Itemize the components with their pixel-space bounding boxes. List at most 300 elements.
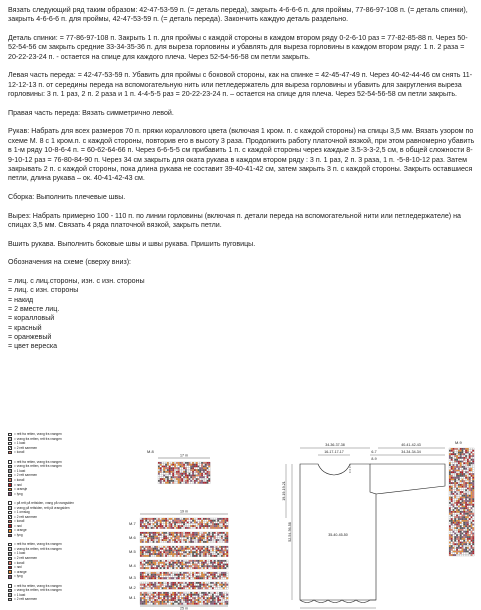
chart-cell bbox=[203, 518, 205, 520]
chart-cell bbox=[462, 450, 464, 452]
chart-cell bbox=[465, 533, 467, 535]
chart-cell bbox=[199, 537, 201, 539]
chart-cell bbox=[456, 480, 458, 482]
chart-cell bbox=[216, 574, 218, 576]
chart-cell bbox=[180, 551, 182, 553]
chart-cell bbox=[196, 537, 198, 539]
chart-cell bbox=[460, 545, 462, 547]
chart-cell bbox=[453, 515, 455, 517]
chart-cell bbox=[199, 536, 201, 538]
chart-cell bbox=[142, 539, 144, 541]
chart-cell bbox=[180, 534, 182, 536]
chart-cell bbox=[205, 471, 207, 473]
chart-cell bbox=[158, 546, 160, 548]
chart-cell bbox=[205, 587, 207, 589]
chart-cell bbox=[210, 586, 212, 588]
chart-cell bbox=[178, 522, 180, 524]
chart-cell bbox=[226, 546, 228, 548]
chart-cell bbox=[162, 471, 164, 473]
chart-cell bbox=[453, 549, 455, 551]
chart-cell bbox=[151, 597, 153, 599]
chart-cell bbox=[169, 466, 171, 468]
chart-cell bbox=[467, 552, 469, 554]
chart-cell bbox=[149, 548, 151, 550]
chart-cell bbox=[198, 522, 200, 524]
chart-cell bbox=[163, 537, 165, 539]
chart-cell bbox=[187, 541, 189, 543]
chart-cell bbox=[145, 572, 147, 574]
chart-cell bbox=[154, 572, 156, 574]
chart-cell bbox=[472, 513, 474, 515]
chart-cell bbox=[210, 550, 212, 552]
chart-cell bbox=[458, 452, 460, 454]
chart-cell bbox=[174, 532, 176, 534]
chart-cell bbox=[169, 541, 171, 543]
chart-cell bbox=[154, 560, 156, 562]
chart-cell bbox=[156, 527, 158, 529]
chart-cell bbox=[454, 470, 456, 472]
chart-cell bbox=[162, 584, 164, 586]
chart-cell bbox=[469, 525, 471, 527]
chart-cell bbox=[225, 576, 227, 578]
chart-cell bbox=[142, 592, 144, 594]
chart-cell bbox=[198, 541, 200, 543]
chart-cell bbox=[181, 466, 183, 468]
chart-cell bbox=[162, 537, 164, 539]
chart-cell bbox=[212, 562, 214, 564]
chart-cell bbox=[216, 582, 218, 584]
chart-cell bbox=[453, 484, 455, 486]
chart-cell bbox=[167, 466, 169, 468]
chart-cell bbox=[203, 536, 205, 538]
chart-cell bbox=[465, 459, 467, 461]
chart-cell bbox=[467, 462, 469, 464]
chart-cell bbox=[189, 467, 191, 469]
chart-cell bbox=[453, 547, 455, 549]
chart-cell bbox=[469, 552, 471, 554]
chart-cell bbox=[199, 603, 201, 605]
chart-cell bbox=[183, 599, 185, 601]
chart-cell bbox=[207, 564, 209, 566]
chart-cell bbox=[140, 597, 142, 599]
paragraph-finishing: Вшить рукава. Выполнить боковые швы и швы рукава. Пришить пуговицы. bbox=[8, 239, 256, 248]
chart-cell bbox=[171, 586, 173, 588]
chart-cell bbox=[221, 553, 223, 555]
chart-cell bbox=[207, 523, 209, 525]
chart-cell bbox=[160, 587, 162, 589]
chart-cell bbox=[208, 537, 210, 539]
chart-cell bbox=[149, 525, 151, 527]
paragraph-back-piece: Деталь спинки: = 77-86-97-108 п. Закрыть 1 п. для проймы с каждой стороны в каждом втором ряду 0-2-6-10 раз = 77-82-85-88 п. Через 50-52-54-56 см закрыть средние 33-34-35-36 п. для выреза горловины и убавлять для выреза горловины в каждом втором ряду: 1 п. 2 раза = 20-22-23-24 п. - остается на спице для каждого плеча. Через 52-54-56-58 см петли закрыть. bbox=[8, 34, 468, 61]
chart-cell bbox=[181, 525, 183, 527]
chart-cell bbox=[454, 522, 456, 524]
chart-cell bbox=[458, 522, 460, 524]
chart-cell bbox=[180, 469, 182, 471]
chart-cell bbox=[454, 513, 456, 515]
chart-cell bbox=[203, 586, 205, 588]
chart-cell bbox=[160, 550, 162, 552]
chart-cell bbox=[217, 525, 219, 527]
chart-cell bbox=[208, 536, 210, 538]
chart-cell bbox=[469, 459, 471, 461]
chart-cell bbox=[181, 546, 183, 548]
chart-cell bbox=[149, 603, 151, 605]
chart-cell bbox=[194, 527, 196, 529]
chart-cell bbox=[454, 516, 456, 518]
chart-cell bbox=[217, 560, 219, 562]
chart-cell bbox=[471, 502, 473, 504]
chart-cell bbox=[467, 502, 469, 504]
chart-cell bbox=[469, 468, 471, 470]
chart-cell bbox=[140, 565, 142, 567]
chart-cell bbox=[203, 476, 205, 478]
chart-cell bbox=[221, 522, 223, 524]
chart-cell bbox=[463, 466, 465, 468]
chart-cell bbox=[460, 497, 462, 499]
chart-cell bbox=[203, 471, 205, 473]
chart-cell bbox=[162, 518, 164, 520]
chart-cell bbox=[160, 582, 162, 584]
chart-cell bbox=[451, 527, 453, 529]
chart-cell bbox=[181, 550, 183, 552]
chart-cell bbox=[187, 546, 189, 548]
chart-cell bbox=[472, 534, 474, 536]
chart-cell bbox=[226, 522, 228, 524]
chart-cell bbox=[194, 469, 196, 471]
chart-cell bbox=[458, 538, 460, 540]
chart-cell bbox=[449, 473, 451, 475]
legend-item: = лиц. с лиц.стороны, изн. с изн. стороны bbox=[8, 276, 145, 285]
chart-cell bbox=[196, 574, 198, 576]
symbol-legend-text: = 2 rett sammen bbox=[14, 514, 38, 519]
chart-cell bbox=[174, 577, 176, 579]
chart-cell bbox=[223, 603, 225, 605]
chart-cell bbox=[147, 537, 149, 539]
chart-cell bbox=[145, 562, 147, 564]
chart-cell bbox=[140, 553, 142, 555]
chart-cell bbox=[456, 511, 458, 513]
chart-cell bbox=[451, 504, 453, 506]
chart-cell bbox=[180, 582, 182, 584]
chart-cell bbox=[174, 587, 176, 589]
chart-cell bbox=[194, 565, 196, 567]
chart-cell bbox=[196, 586, 198, 588]
chart-cell bbox=[462, 502, 464, 504]
chart-cell bbox=[149, 537, 151, 539]
chart-cell bbox=[214, 525, 216, 527]
chart-cell bbox=[183, 537, 185, 539]
chart-cell bbox=[463, 457, 465, 459]
chart-cell bbox=[216, 525, 218, 527]
paragraph-right-front: Правая часть переда: Вязать симметрично левой. bbox=[8, 108, 174, 117]
chart-cell bbox=[160, 576, 162, 578]
chart-cell bbox=[225, 532, 227, 534]
chart-cell bbox=[216, 536, 218, 538]
chart-cell bbox=[154, 522, 156, 524]
chart-cell bbox=[169, 546, 171, 548]
chart-cell bbox=[153, 518, 155, 520]
chart-cell bbox=[147, 564, 149, 566]
chart-cell bbox=[458, 493, 460, 495]
chart-cell bbox=[181, 551, 183, 553]
chart-cell bbox=[196, 577, 198, 579]
chart-cell bbox=[171, 475, 173, 477]
chart-cell bbox=[453, 464, 455, 466]
chart-cell bbox=[187, 539, 189, 541]
chart-cell bbox=[189, 597, 191, 599]
chart-cell bbox=[144, 537, 146, 539]
chart-cell bbox=[467, 504, 469, 506]
chart-cell bbox=[471, 493, 473, 495]
chart-cell bbox=[456, 520, 458, 522]
chart-cell bbox=[167, 567, 169, 569]
chart-cell bbox=[467, 507, 469, 509]
chart-cell bbox=[194, 482, 196, 484]
chart-cell bbox=[192, 565, 194, 567]
chart-cell bbox=[207, 475, 209, 477]
chart-cell bbox=[449, 504, 451, 506]
measure-left-2: 19-19-19-21 bbox=[282, 481, 286, 501]
chart-cell bbox=[189, 476, 191, 478]
chart-cell bbox=[463, 506, 465, 508]
chart-cell bbox=[147, 582, 149, 584]
chart-cell bbox=[144, 594, 146, 596]
chart-cell bbox=[456, 518, 458, 520]
chart-cell bbox=[176, 473, 178, 475]
chart-cell bbox=[192, 594, 194, 596]
chart-cell bbox=[205, 525, 207, 527]
chart-cell bbox=[463, 502, 465, 504]
chart-cell bbox=[216, 541, 218, 543]
chart-cell bbox=[217, 594, 219, 596]
chart-cell bbox=[210, 597, 212, 599]
chart-cell bbox=[214, 594, 216, 596]
chart-m4 bbox=[140, 560, 228, 569]
chart-cell bbox=[160, 541, 162, 543]
chart-cell bbox=[180, 541, 182, 543]
chart-cell bbox=[472, 552, 474, 554]
chart-cell bbox=[212, 522, 214, 524]
chart-cell bbox=[174, 560, 176, 562]
chart-cell bbox=[469, 529, 471, 531]
chart-cell bbox=[147, 523, 149, 525]
chart-cell bbox=[192, 551, 194, 553]
chart-cell bbox=[144, 536, 146, 538]
chart-cell bbox=[171, 467, 173, 469]
chart-cell bbox=[153, 584, 155, 586]
chart-cell bbox=[190, 518, 192, 520]
chart-cell bbox=[147, 541, 149, 543]
chart-cell bbox=[165, 536, 167, 538]
chart-cell bbox=[180, 562, 182, 564]
chart-cell bbox=[456, 473, 458, 475]
chart-cell bbox=[462, 554, 464, 556]
chart-cell bbox=[221, 577, 223, 579]
chart-cell bbox=[171, 548, 173, 550]
chart-cell bbox=[154, 576, 156, 578]
chart-cell bbox=[162, 534, 164, 536]
chart-cell bbox=[172, 466, 174, 468]
chart-label-m1: M.1 bbox=[129, 595, 136, 600]
chart-cell bbox=[449, 495, 451, 497]
chart-cell bbox=[471, 488, 473, 490]
chart-cell bbox=[140, 520, 142, 522]
symbol-legend-text: = rød bbox=[14, 565, 22, 570]
chart-cell bbox=[225, 551, 227, 553]
chart-cell bbox=[460, 516, 462, 518]
chart-cell bbox=[154, 564, 156, 566]
chart-cell bbox=[454, 453, 456, 455]
chart-cell bbox=[160, 577, 162, 579]
chart-cell bbox=[158, 548, 160, 550]
chart-cell bbox=[160, 536, 162, 538]
chart-cell bbox=[165, 592, 167, 594]
chart-cell bbox=[162, 525, 164, 527]
chart-cell bbox=[216, 599, 218, 601]
chart-cell bbox=[181, 555, 183, 557]
chart-cell bbox=[162, 560, 164, 562]
chart-cell bbox=[169, 548, 171, 550]
chart-cell bbox=[207, 536, 209, 538]
chart-cell bbox=[145, 586, 147, 588]
chart-cell bbox=[154, 537, 156, 539]
chart-cell bbox=[156, 522, 158, 524]
chart-cell bbox=[217, 562, 219, 564]
chart-cell bbox=[210, 594, 212, 596]
chart-cell bbox=[449, 482, 451, 484]
chart-cell bbox=[147, 560, 149, 562]
chart-cell bbox=[458, 549, 460, 551]
chart-cell bbox=[449, 453, 451, 455]
chart-cell bbox=[463, 470, 465, 472]
chart-cell bbox=[163, 577, 165, 579]
chart-cell bbox=[212, 523, 214, 525]
chart-cell bbox=[462, 531, 464, 533]
chart-cell bbox=[467, 551, 469, 553]
chart-cell bbox=[165, 537, 167, 539]
chart-cell bbox=[167, 548, 169, 550]
chart-cell bbox=[165, 539, 167, 541]
chart-cell bbox=[210, 574, 212, 576]
chart-cell bbox=[219, 551, 221, 553]
chart-label-m7: M.7 bbox=[129, 521, 136, 526]
chart-cell bbox=[201, 536, 203, 538]
chart-cell bbox=[194, 592, 196, 594]
chart-cell bbox=[185, 532, 187, 534]
chart-cell bbox=[201, 523, 203, 525]
chart-cell bbox=[169, 475, 171, 477]
chart-cell bbox=[162, 550, 164, 552]
chart-cell bbox=[207, 520, 209, 522]
chart-cell bbox=[189, 551, 191, 553]
chart-cell bbox=[217, 527, 219, 529]
chart-cell bbox=[467, 513, 469, 515]
chart-cell bbox=[189, 464, 191, 466]
chart-cell bbox=[223, 551, 225, 553]
chart-cell bbox=[463, 524, 465, 526]
chart-cell bbox=[454, 479, 456, 481]
chart-cell bbox=[196, 480, 198, 482]
chart-cell bbox=[158, 523, 160, 525]
chart-cell bbox=[456, 470, 458, 472]
chart-cell bbox=[185, 592, 187, 594]
chart-cell bbox=[221, 597, 223, 599]
chart-cell bbox=[178, 462, 180, 464]
chart-cell bbox=[467, 529, 469, 531]
chart-cell bbox=[172, 572, 174, 574]
chart-cell bbox=[171, 587, 173, 589]
chart-cell bbox=[454, 552, 456, 554]
chart-cell bbox=[167, 564, 169, 566]
chart-cell bbox=[158, 603, 160, 605]
chart-cell bbox=[225, 518, 227, 520]
chart-cell bbox=[472, 538, 474, 540]
chart-cell bbox=[454, 534, 456, 536]
chart-cell bbox=[208, 560, 210, 562]
chart-cell bbox=[463, 525, 465, 527]
chart-cell bbox=[144, 541, 146, 543]
chart-cell bbox=[201, 603, 203, 605]
chart-cell bbox=[169, 587, 171, 589]
chart-cell bbox=[221, 532, 223, 534]
chart-cell bbox=[147, 534, 149, 536]
chart-cell bbox=[207, 551, 209, 553]
chart-cell bbox=[149, 564, 151, 566]
chart-cell bbox=[463, 459, 465, 461]
chart-cell bbox=[163, 586, 165, 588]
chart-cell bbox=[183, 478, 185, 480]
chart-cell bbox=[147, 520, 149, 522]
chart-cell bbox=[201, 596, 203, 598]
chart-cell bbox=[167, 584, 169, 586]
chart-cell bbox=[154, 548, 156, 550]
chart-cell bbox=[456, 495, 458, 497]
chart-cell bbox=[449, 459, 451, 461]
chart-cell bbox=[205, 546, 207, 548]
chart-cell bbox=[214, 577, 216, 579]
chart-cell bbox=[221, 584, 223, 586]
chart-cell bbox=[167, 464, 169, 466]
chart-cell bbox=[196, 551, 198, 553]
chart-cell bbox=[226, 550, 228, 552]
chart-cell bbox=[199, 534, 201, 536]
chart-cell bbox=[201, 586, 203, 588]
chart-cell bbox=[180, 553, 182, 555]
chart-cell bbox=[165, 555, 167, 557]
chart-cell bbox=[226, 587, 228, 589]
chart-cell bbox=[454, 452, 456, 454]
chart-cell bbox=[169, 482, 171, 484]
chart-cell bbox=[183, 534, 185, 536]
chart-cell bbox=[449, 489, 451, 491]
chart-cell bbox=[456, 482, 458, 484]
chart-cell bbox=[198, 551, 200, 553]
chart-cell bbox=[208, 520, 210, 522]
chart-cell bbox=[196, 599, 198, 601]
chart-cell bbox=[207, 471, 209, 473]
chart-cell bbox=[172, 520, 174, 522]
chart-cell bbox=[456, 538, 458, 540]
chart-cell bbox=[144, 584, 146, 586]
chart-cell bbox=[147, 518, 149, 520]
chart-cell bbox=[208, 567, 210, 569]
chart-cell bbox=[205, 599, 207, 601]
chart-cell bbox=[465, 547, 467, 549]
chart-cell bbox=[144, 586, 146, 588]
chart-cell bbox=[176, 534, 178, 536]
chart-cell bbox=[199, 586, 201, 588]
chart-cell bbox=[219, 532, 221, 534]
